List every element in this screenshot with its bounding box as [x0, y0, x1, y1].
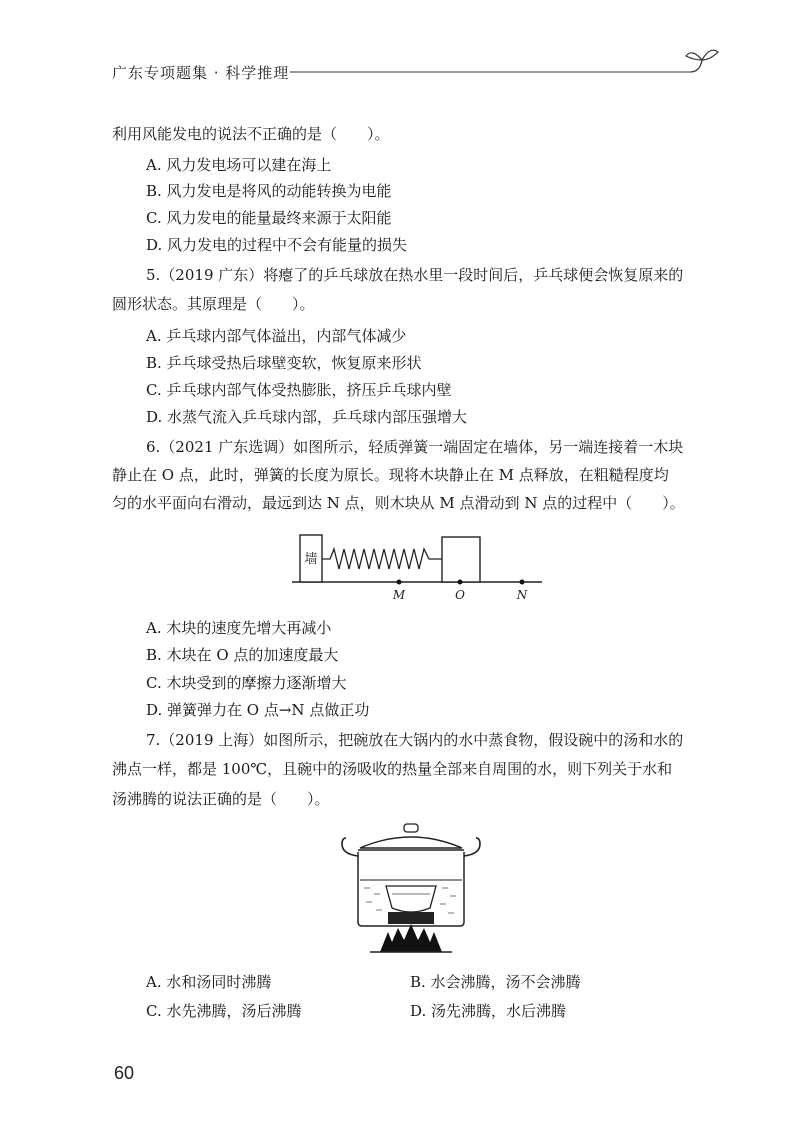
q7-stem-line1: 7.（2019 上海）如图所示，把碗放在大锅内的水中蒸食物，假设碗中的汤和水的 — [146, 731, 684, 749]
q6-stem-line3: 匀的水平面向右滑动，最远到达 N 点，则木块从 M 点滑动到 N 点的过程中（ ）。 — [112, 494, 685, 512]
q5-option-d: D. 水蒸气流入乒乓球内部，乒乓球内部压强增大 — [146, 408, 468, 426]
q5-stem-line2: 圆形状态。其原理是（ ）。 — [112, 295, 315, 313]
q6-stem-line2: 静止在 O 点，此时，弹簧的长度为原长。现将木块静止在 M 点释放，在粗糙程度均 — [112, 466, 669, 484]
q6-option-c: C. 木块受到的摩擦力逐渐增大 — [146, 674, 347, 692]
sprout-leaf-icon — [686, 53, 702, 60]
point-m-dot — [397, 580, 402, 585]
steaming-pot-diagram — [330, 818, 500, 953]
q5-stem-line1: 5.（2019 广东）将瘪了的乒乓球放在热水里一段时间后，乒乓球便会恢复原来的 — [146, 266, 684, 284]
lid-knob — [404, 824, 418, 832]
wooden-block — [442, 537, 480, 582]
point-o-label: O — [455, 588, 465, 602]
q4-option-d: D. 风力发电的过程中不会有能量的损失 — [146, 236, 408, 254]
q7-option-b: B. 水会沸腾，汤不会沸腾 — [410, 973, 581, 991]
pot-handle-left — [342, 838, 358, 856]
burner-flame — [380, 924, 442, 952]
q7-stem-line2: 沸点一样，都是 100℃，且碗中的汤吸收的热量全部来自周围的水，则下列关于水和 — [112, 760, 673, 778]
q4-option-b: B. 风力发电是将风的动能转换为电能 — [146, 182, 392, 200]
point-o-dot — [458, 580, 463, 585]
bowl — [386, 886, 436, 912]
bowl-stand — [388, 912, 434, 924]
q4-option-c: C. 风力发电的能量最终来源于太阳能 — [146, 209, 392, 227]
spring-block-diagram — [290, 525, 550, 605]
q7-option-d: D. 汤先沸腾，水后沸腾 — [410, 1002, 567, 1020]
pot-lid — [360, 837, 462, 848]
q5-option-a: A. 乒乓球内部气体溢出，内部气体减少 — [146, 327, 407, 345]
q5-option-b: B. 乒乓球受热后球壁变软，恢复原来形状 — [146, 354, 422, 372]
q5-option-c: C. 乒乓球内部气体受热膨胀，挤压乒乓球内壁 — [146, 381, 452, 399]
sprout-leaf-icon — [702, 50, 718, 60]
q6-option-d: D. 弹簧弹力在 O 点→N 点做正功 — [146, 701, 370, 719]
q4-stem: 利用风能发电的说法不正确的是（ ）。 — [112, 125, 390, 143]
page-number: 60 — [114, 1063, 135, 1083]
pot-handle-right — [464, 838, 480, 856]
q6-option-b: B. 木块在 O 点的加速度最大 — [146, 646, 339, 664]
point-m-label: M — [392, 588, 406, 602]
q6-option-a: A. 木块的速度先增大再减小 — [146, 619, 332, 637]
q4-option-a: A. 风力发电场可以建在海上 — [146, 156, 332, 174]
point-n-label: N — [516, 588, 528, 602]
wall-label: 墙 — [304, 552, 318, 567]
q7-stem-line3: 汤沸腾的说法正确的是（ ）。 — [112, 790, 330, 808]
q7-option-c: C. 水先沸腾，汤后沸腾 — [146, 1002, 302, 1020]
spring-coil — [322, 549, 442, 569]
point-n-dot — [520, 580, 525, 585]
page-header-title: 广东专项题集 · 科学推理 — [112, 64, 290, 82]
q6-stem-line1: 6.（2021 广东选调）如图所示，轻质弹簧一端固定在墙体，另一端连接着一木块 — [146, 438, 684, 456]
header-rule-with-sprout — [290, 40, 720, 80]
q7-option-a: A. 水和汤同时沸腾 — [146, 973, 272, 991]
